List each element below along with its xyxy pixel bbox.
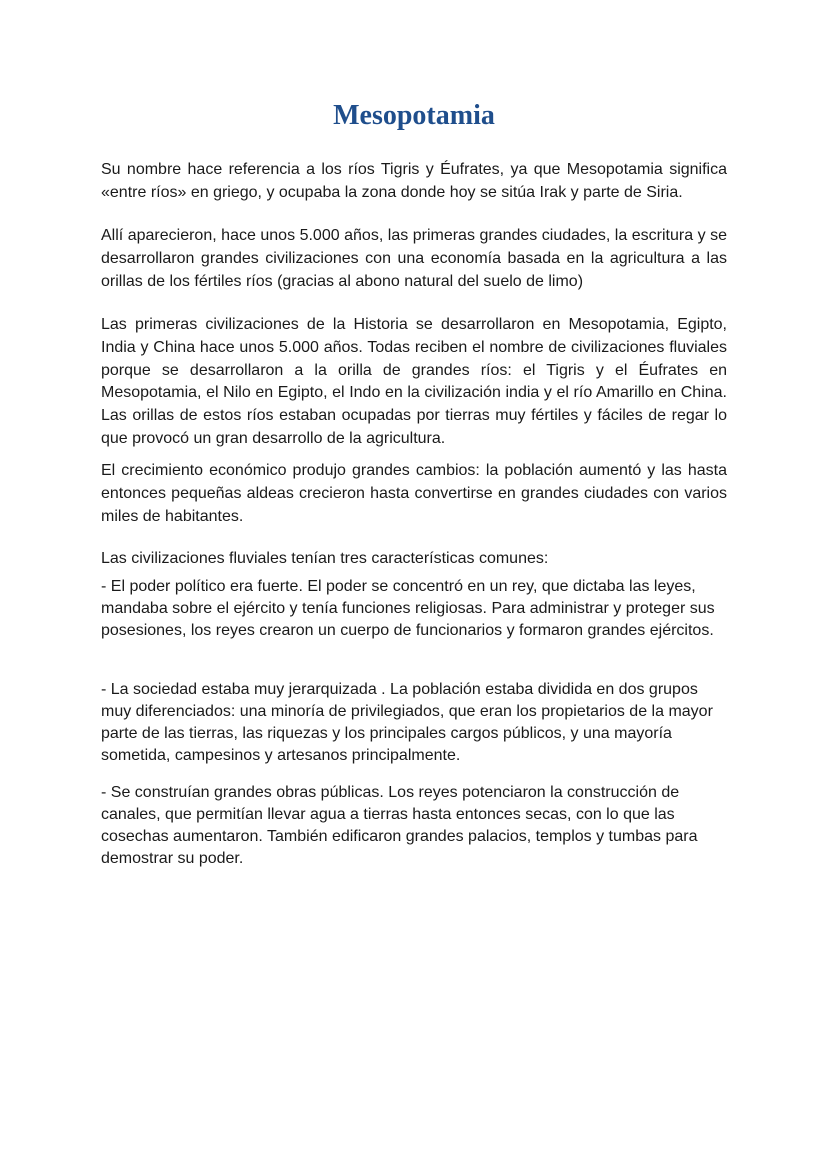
list-item-public-works: - Se construían grandes obras públicas. Los reyes potenciaron la construcción de canales, que permitían llevar agua a tierras hasta entonces secas, con lo que las cosechas aumentaron. También edificaron grandes palacios, templos y tumbas para demostrar su poder. bbox=[101, 784, 698, 867]
page-title: Mesopotamia bbox=[333, 100, 495, 131]
paragraph-economic-growth: El crecimiento económico produjo grandes cambios: la población aumentó y las hasta entonces pequeñas aldeas crecieron hasta convertirse en grandes ciudades con varios miles de habitantes. bbox=[101, 462, 727, 525]
paragraph-river-civilizations: Las primeras civilizaciones de la Historia se desarrollaron en Mesopotamia, Egipto, India y China hace unos 5.000 años. Todas reciben el nombre de civilizaciones fluviales porque se desarrollaron a la orilla de grandes ríos: el Tigris y el Éufrates en Mesopotamia, el Nilo en Egipto, el Indo en la civilización india y el río Amarillo en China. Las orillas de estos ríos estaban ocupadas por tierras muy fértiles y fáciles de regar lo que provocó un gran desarrollo de la agricultura. bbox=[101, 316, 727, 447]
paragraph-first-cities: Allí aparecieron, hace unos 5.000 años, las primeras grandes ciudades, la escritura y se desarrollaron grandes civilizaciones con una economía basada en la agricultura a las orillas de los fértiles ríos (gracias al abono natural del suelo de limo) bbox=[101, 227, 727, 290]
list-item-political-power: - El poder político era fuerte. El poder se concentró en un rey, que dictaba las leyes, mandaba sobre el ejército y tenía funciones religiosas. Para administrar y proteger sus posesiones, los reyes crearon un cuerpo de funcionarios y formaron grandes ejércitos. bbox=[101, 578, 715, 639]
paragraph-common-features-intro: Las civilizaciones fluviales tenían tres características comunes: bbox=[101, 550, 549, 567]
list-item-hierarchical-society: - La sociedad estaba muy jerarquizada . La población estaba dividida en dos grupos muy diferenciados: una minoría de privilegiados, que eran los propietarios de la mayor parte de las tierras, las riquezas y los principales cargos públicos, y una mayoría sometida, campesinos y artesanos principalmente. bbox=[101, 681, 713, 764]
paragraph-name-origin: Su nombre hace referencia a los ríos Tigris y Éufrates, ya que Mesopotamia significa «entre ríos» en griego, y ocupaba la zona donde hoy se sitúa Irak y parte de Siria. bbox=[101, 161, 727, 201]
